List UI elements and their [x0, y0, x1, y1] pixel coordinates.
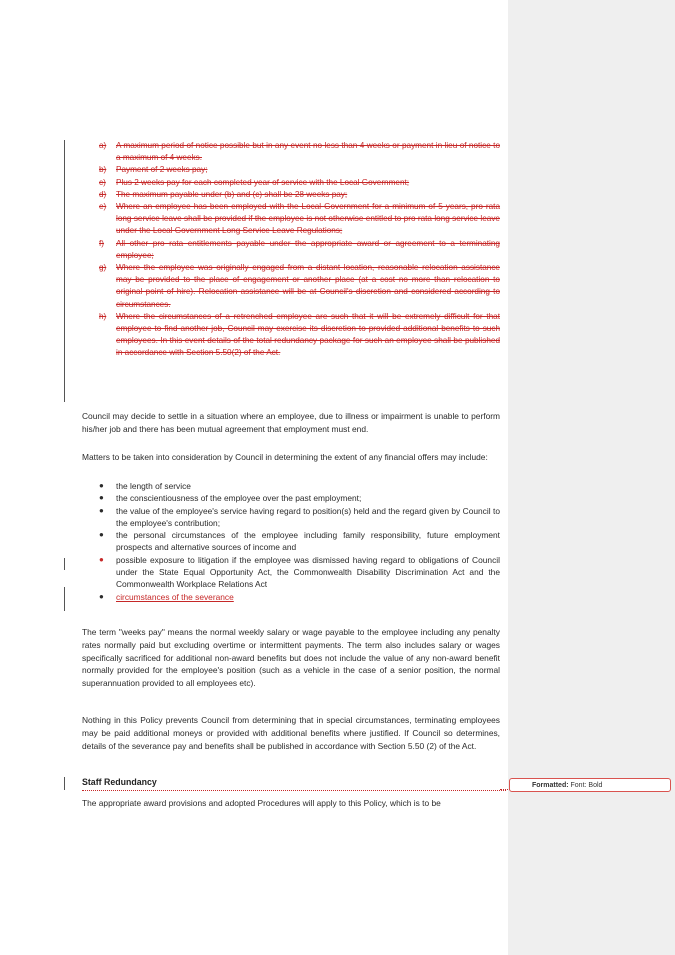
- list-item-text: the value of the employee's service having regard to position(s) held and the regard given by Council to the employee's contribution;: [116, 505, 500, 528]
- list-item-text: circumstances of the severance: [116, 591, 234, 602]
- list-item: [82, 529, 500, 554]
- paragraph-nothing-in-policy: Nothing in this Policy prevents Council from determining that in special circumstances, terminating employees may be paid additional moneys or provided with additional benefits where justified. If Council so determines, details of the severance pay and benefits shall be published in accordance with Section 5.50 (2) of the Act.: [82, 715, 500, 751]
- change-bar-bullet-severance: [64, 587, 65, 611]
- bullet-icon: ●: [99, 493, 104, 503]
- deleted-item-marker: g): [99, 263, 107, 273]
- deleted-item: [82, 189, 500, 201]
- comment-detail: Font: Bold: [570, 782, 603, 789]
- change-bar-deleted-list: [64, 140, 65, 402]
- format-change-underline: [82, 790, 506, 791]
- list-item: [82, 492, 500, 504]
- deleted-item: [82, 201, 500, 238]
- list-item-text: the conscientiousness of the employee over the past employment;: [116, 493, 362, 504]
- formatting-comment-balloon[interactable]: [509, 778, 671, 792]
- deleted-item-text: Where the employee was originally engaged from a distant location, reasonable relocation assistance may be provided to the place of engagement or another place (at a cost no more than relocation to original point of hire). Relocation assistance will be at Council's discretion and considered according to circumstances.: [116, 263, 500, 309]
- deleted-item-marker: a): [99, 141, 107, 150]
- list-item-inserted: [82, 591, 500, 603]
- list-item: [82, 480, 500, 492]
- deleted-item-text: The maximum payable under (b) and (c) shall be 28 weeks pay;: [116, 189, 348, 199]
- paragraph-award: The appropriate award provisions and adopted Procedures will apply to this Policy, which is to be: [82, 798, 441, 808]
- deleted-item-marker: e): [99, 202, 107, 212]
- list-item-text: the length of service: [116, 481, 191, 491]
- deleted-item-marker: c): [99, 177, 106, 187]
- deleted-list: [82, 140, 500, 360]
- deleted-item-text: Where an employee has been employed with the Local Government for a minimum of 5 years, pro rata long service leave shall be provided if the employee is not otherwise entitled to pro rata long service leave under the Local Government Long Service Leave Regulations;: [116, 202, 500, 236]
- list-item-text: possible exposure to litigation if the employee was dismissed having regard to obligations of Council under the State Equal Opportunity Act, the Commonwealth Disability Discrimination Act and the Commonwealth Workplace Relations Act: [116, 554, 500, 590]
- paragraph-matters: Matters to be taken into consideration by Council in determining the extent of any financial offers may include:: [82, 452, 488, 462]
- deleted-item-marker: b): [99, 165, 107, 175]
- heading-staff-redundancy: Staff Redundancy: [82, 777, 157, 787]
- comment-label: Formatted:: [532, 782, 569, 789]
- deleted-item: [82, 238, 500, 262]
- bullet-icon: ●: [99, 505, 104, 515]
- paragraph-weeks-pay: The term "weeks pay" means the normal weekly salary or wage payable to the employee including any penalty rates normally paid but excluding overtime or intermittent payments. The term also includes salary or wages specifically sacrificed for additional non-award benefits but does not include the value of any non-award benefit normally provided for the employee's position (such as a vehicle in the case of a senior position, the normal superannuation provided to all employees etc).: [82, 627, 500, 689]
- change-bar-heading: [64, 777, 65, 790]
- markup-margin-pane: [508, 0, 675, 955]
- deleted-item: [82, 177, 500, 189]
- bullet-icon: ●: [99, 554, 104, 564]
- deleted-item: [82, 140, 500, 164]
- list-item: [82, 505, 500, 530]
- deleted-item: [82, 262, 500, 311]
- paragraph-illness: Council may decide to settle in a situation where an employee, due to illness or impairment is unable to perform his/her job and there has been mutual agreement that employment must end.: [82, 411, 500, 434]
- deleted-item-text: A maximum period of notice possible but in any event no less than 4 weeks or payment in lieu of notice to a maximum of 4 weeks.: [116, 141, 500, 163]
- bullet-icon: ●: [99, 591, 104, 601]
- change-bar-bullet-litigation: [64, 558, 65, 570]
- list-item-text: the personal circumstances of the employee including family responsibility, future employment prospects and alternative sources of income and: [116, 530, 500, 553]
- deleted-item: [82, 164, 500, 176]
- list-item: [82, 554, 500, 591]
- bullet-icon: ●: [99, 481, 104, 490]
- deleted-item-marker: h): [99, 311, 107, 321]
- deleted-item-text: All other pro rata entitlements payable under the appropriate award or agreement to a terminating employee;: [116, 238, 500, 260]
- deleted-item-marker: f): [99, 238, 105, 248]
- deleted-item: [82, 311, 500, 360]
- deleted-item-text: Where the circumstances of a retrenched employee are such that it will be extremely difficult for that employee to find another job, Council may exercise its discretion to provided additional benefits to such employees. In this event details of the total redundancy package for such an employee shall be published in accordance with Section 5.50(2) of the Act.: [116, 311, 500, 358]
- deleted-item-marker: d): [99, 189, 107, 199]
- bullet-icon: ●: [99, 530, 104, 540]
- deleted-item-text: Plus 2 weeks pay for each completed year of service with the Local Government;: [116, 177, 410, 187]
- considerations-list: [82, 480, 500, 603]
- deleted-item-text: Payment of 2 weeks pay;: [116, 165, 208, 175]
